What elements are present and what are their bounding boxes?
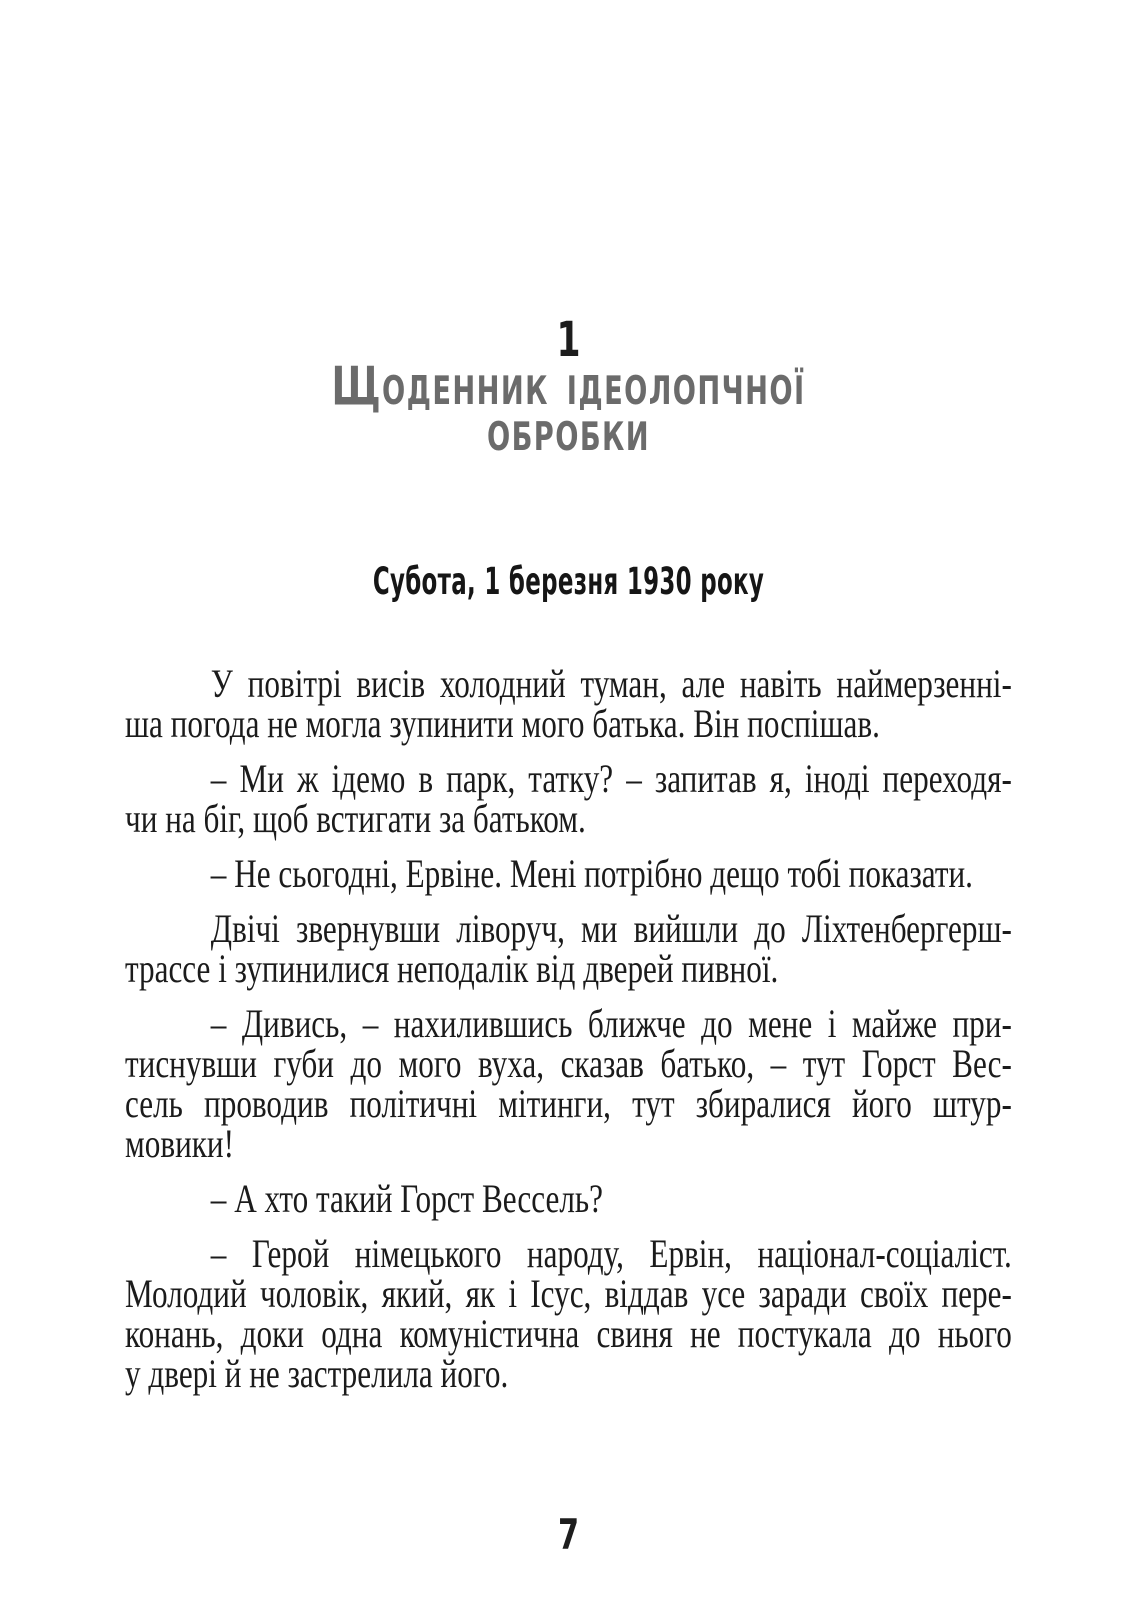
text-line: – Ми ж ідемо в парк, татку? – запитав я, іноді переходя- <box>210 756 1012 801</box>
text-line: Двічі звернувши ліворуч, ми вийшли до Ліхтенбергерш- <box>210 906 1012 951</box>
paragraph <box>125 661 1012 746</box>
paragraph <box>125 1176 1012 1221</box>
chapter-title: ЩОДЕННИК ІДЕОЛОПЧНОЇ ОБРОБКИ <box>331 356 806 460</box>
body-paragraphs <box>125 661 1012 1409</box>
text-line: Молодий чоловік, який, як і Ісус, віддав усе заради своїх пере- <box>125 1271 1012 1316</box>
chapter-number: 1 <box>556 312 581 368</box>
paragraph <box>125 756 1012 841</box>
text-line: трассе і зупинилися неподалік від дверей пивної. <box>125 946 779 991</box>
text-line: – Не сьогодні, Ервіне. Мені потрібно дещо тобі показати. <box>210 851 973 896</box>
paragraph <box>125 851 1012 896</box>
text-line: – А хто такий Горст Вессель? <box>210 1176 603 1221</box>
text-line: у двері й не застрелила його. <box>125 1351 509 1396</box>
text-line: сель проводив політичні мітинги, тут збиралися його штур- <box>125 1081 1012 1126</box>
text-line: У повітрі висів холодний туман, але навіть наймерзенні- <box>210 661 1012 706</box>
paragraph <box>125 1001 1012 1166</box>
text-line: – Герой німецького народу, Ервін, націонал-соціаліст. <box>210 1231 1012 1276</box>
text-line: ша погода не могла зупинити мого батька. Він поспішав. <box>125 701 880 746</box>
text-line: чи на біг, щоб встигати за батьком. <box>125 796 586 841</box>
text-line: мовики! <box>125 1121 235 1166</box>
text-line: – Дивись, – нахилившись ближче до мене і майже при- <box>210 1001 1012 1046</box>
text-line: конань, доки одна комуністична свиня не постукала до нього <box>125 1311 1012 1356</box>
page-number: 7 <box>557 1510 580 1559</box>
date-heading: Субота, 1 березня 1930 року <box>372 560 765 603</box>
text-line: тиснувши губи до мого вуха, сказав батько, – тут Горст Вес- <box>125 1041 1012 1086</box>
paragraph <box>125 906 1012 991</box>
paragraph <box>125 1231 1012 1396</box>
